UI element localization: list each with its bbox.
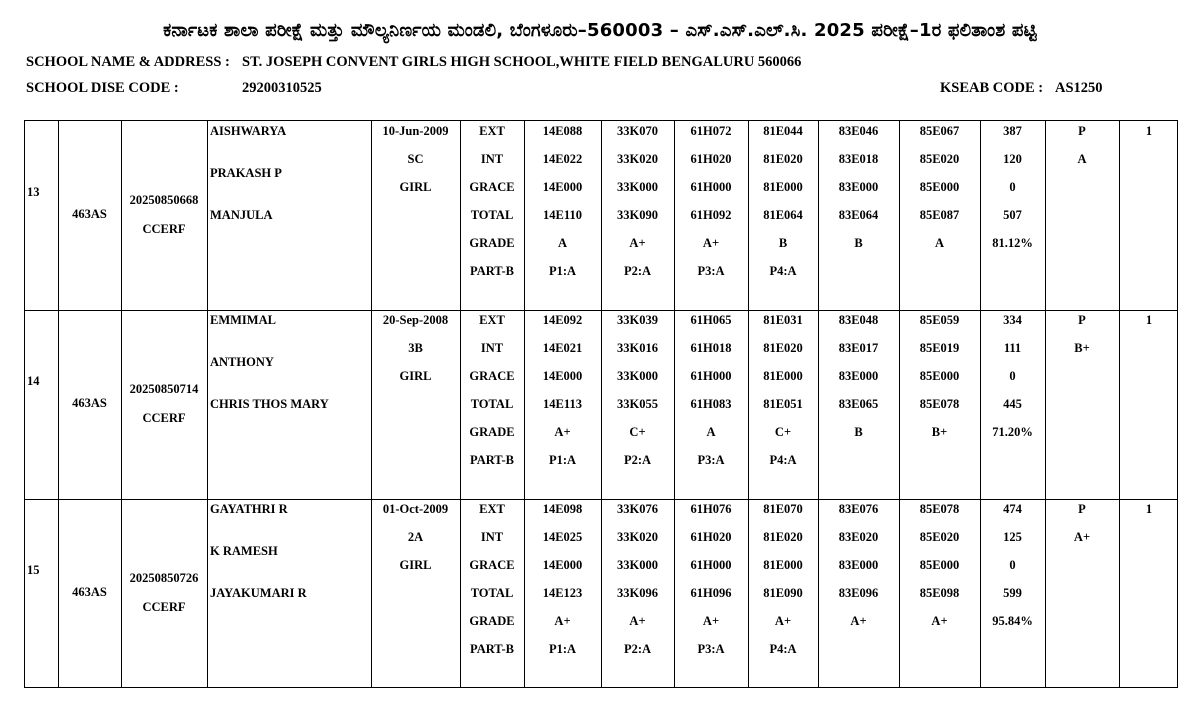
subject-mark: A+	[629, 236, 646, 250]
total-mark: 0	[1009, 180, 1016, 194]
subject-mark: P3:A	[697, 264, 725, 278]
subject-mark: B+	[931, 425, 948, 439]
subject-mark: A	[557, 236, 568, 250]
exam-center: 463AS	[72, 396, 107, 410]
subject-mark: 33K055	[617, 397, 658, 411]
mark-type-label: EXT	[479, 502, 505, 516]
subject-mark: 83E065	[838, 397, 879, 411]
subject-mark: 61H000	[690, 558, 732, 572]
subject-mark: P1:A	[548, 453, 577, 467]
subject-mark: A+	[931, 614, 948, 628]
subject-mark: A+	[702, 236, 720, 250]
page-title: ಕರ್ನಾಟಕ ಶಾಲಾ ಪರೀಕ್ಷೆ ಮತ್ತು ಮೌಲ್ಯನಿರ್ಣಯ ಮಂಡಲಿ, ಬೆಂಗಳೂರು–560003 – ಎಸ್.ಎಸ್.ಎಲ್.ಸಿ. 2025 ಪರೀಕ್ಷೆ–1ರ ಫಲಿತಾಂಶ ಪಟ್ಟಿ	[163, 20, 1037, 41]
kseab-code-value: AS1250	[1055, 80, 1103, 96]
mark-type-label: GRACE	[469, 369, 515, 383]
mark-type-label: INT	[480, 341, 504, 355]
subject-mark: 14E000	[542, 369, 583, 383]
subject-mark: 81E000	[763, 558, 803, 572]
subject-mark: 83E020	[838, 530, 879, 544]
subject-mark: 61H076	[690, 502, 732, 516]
subject-mark: 14E113	[543, 397, 582, 411]
subject-mark: 85E078	[919, 502, 960, 516]
subject-mark: 85E000	[919, 180, 960, 194]
total-mark: 125	[1003, 530, 1022, 544]
subject-mark: 85E087	[919, 208, 960, 222]
subject-mark: 83E018	[838, 152, 879, 166]
subject-mark: 85E000	[919, 558, 960, 572]
subject-mark: 33K070	[617, 124, 658, 138]
mark-type-label: GRACE	[469, 558, 515, 572]
subject-mark: P2:A	[623, 264, 652, 278]
category: SC	[407, 152, 424, 166]
total-mark: 95.84%	[992, 614, 1033, 628]
subject-mark: 81E090	[763, 586, 803, 600]
results-table	[24, 120, 1178, 688]
student-name-line: CHRIS THOS MARY	[210, 397, 329, 411]
subject-mark: C+	[774, 425, 792, 439]
subject-mark: 14E025	[542, 530, 583, 544]
subject-mark: 33K020	[617, 152, 658, 166]
student-name-line: GAYATHRI R	[210, 502, 288, 516]
kseab-code-label: KSEAB CODE :	[940, 80, 1044, 96]
mark-type-label: EXT	[479, 313, 505, 327]
subject-mark: 33K020	[617, 530, 658, 544]
mark-type-label: PART-B	[469, 642, 514, 656]
subject-mark: 83E000	[838, 180, 879, 194]
subject-mark: 33K016	[617, 341, 658, 355]
subject-mark: 81E020	[763, 341, 803, 355]
gender: GIRL	[399, 369, 432, 383]
subject-mark: P2:A	[623, 642, 652, 656]
scheme-code: CCERF	[142, 411, 186, 425]
subject-mark: 61H020	[690, 152, 732, 166]
total-mark: 507	[1003, 208, 1022, 222]
gender: GIRL	[399, 180, 432, 194]
subject-mark: A+	[850, 614, 867, 628]
result-status: P	[1078, 124, 1086, 138]
serial-number: 14	[27, 374, 40, 388]
subject-mark: 81E020	[763, 152, 803, 166]
subject-mark: 81E064	[763, 208, 803, 222]
student-name-line: EMMIMAL	[210, 313, 276, 327]
dise-code-value: 29200310525	[242, 80, 322, 96]
subject-mark: 85E067	[919, 124, 960, 138]
subject-mark: C+	[629, 425, 646, 439]
result-grade: B+	[1074, 341, 1090, 355]
scheme-code: CCERF	[142, 222, 186, 236]
subject-mark: P1:A	[548, 264, 577, 278]
subject-mark: 14E098	[542, 502, 583, 516]
subject-mark: 81E031	[763, 313, 803, 327]
total-mark: 334	[1003, 313, 1022, 327]
subject-mark: P4:A	[769, 453, 797, 467]
subject-mark: P4:A	[769, 642, 797, 656]
scheme-code: CCERF	[142, 600, 186, 614]
subject-mark: 83E046	[838, 124, 879, 138]
subject-mark: P1:A	[548, 642, 577, 656]
register-number: 20250850668	[129, 193, 199, 207]
subject-mark: A+	[774, 614, 792, 628]
subject-mark: A+	[629, 614, 646, 628]
subject-mark: 61H092	[690, 208, 732, 222]
subject-mark: 14E000	[542, 558, 583, 572]
register-number: 20250850726	[129, 571, 199, 585]
subject-mark: 61H000	[690, 369, 732, 383]
student-name-line: AISHWARYA	[210, 124, 287, 138]
result-status: P	[1078, 313, 1086, 327]
student-name-line: K RAMESH	[210, 544, 278, 558]
school-name-label: SCHOOL NAME & ADDRESS :	[26, 54, 230, 70]
mark-type-label: INT	[480, 530, 504, 544]
subject-mark: 14E088	[542, 124, 583, 138]
attempt-count: 1	[1145, 502, 1153, 516]
subject-mark: 33K000	[617, 180, 658, 194]
subject-mark: 83E048	[838, 313, 879, 327]
subject-mark: 61H072	[690, 124, 732, 138]
attempt-count: 1	[1145, 124, 1153, 138]
date-of-birth: 01-Oct-2009	[382, 502, 449, 516]
subject-mark: 14E092	[542, 313, 583, 327]
subject-mark: 81E000	[763, 369, 803, 383]
total-mark: 111	[1003, 341, 1022, 355]
subject-mark: 85E059	[919, 313, 960, 327]
category: 3B	[408, 341, 423, 355]
total-mark: 445	[1003, 397, 1022, 411]
subject-mark: 81E070	[763, 502, 803, 516]
subject-mark: P3:A	[697, 642, 725, 656]
subject-mark: 14E123	[542, 586, 583, 600]
student-record	[25, 121, 1179, 310]
subject-mark: 83E000	[838, 558, 879, 572]
mark-type-label: GRACE	[469, 180, 515, 194]
student-name-line: JAYAKUMARI R	[210, 586, 307, 600]
subject-mark: 81E000	[763, 180, 803, 194]
student-name-line: MANJULA	[210, 208, 273, 222]
subject-mark: B	[778, 236, 788, 250]
result-grade: A+	[1073, 530, 1091, 544]
subject-mark: 61H065	[690, 313, 732, 327]
serial-number: 15	[27, 563, 40, 577]
student-name-line: ANTHONY	[210, 355, 274, 369]
subject-mark: 14E000	[542, 180, 583, 194]
mark-type-label: TOTAL	[470, 208, 514, 222]
subject-mark: 83E017	[838, 341, 879, 355]
subject-mark: 33K000	[617, 369, 658, 383]
student-name-line: PRAKASH P	[210, 166, 282, 180]
subject-mark: A+	[554, 614, 571, 628]
subject-mark: 83E096	[838, 586, 879, 600]
mark-type-label: PART-B	[469, 453, 514, 467]
mark-type-label: EXT	[479, 124, 505, 138]
dise-code-label: SCHOOL DISE CODE :	[26, 80, 179, 96]
student-record	[25, 310, 1179, 499]
subject-mark: A+	[554, 425, 571, 439]
result-grade: A	[1077, 152, 1087, 166]
mark-type-label: TOTAL	[470, 586, 514, 600]
subject-mark: B	[854, 425, 863, 439]
total-mark: 0	[1009, 369, 1016, 383]
subject-mark: 85E019	[919, 341, 960, 355]
subject-mark: 61H000	[690, 180, 732, 194]
subject-mark: 33K096	[617, 586, 658, 600]
subject-mark: 33K090	[617, 208, 658, 222]
subject-mark: 33K000	[617, 558, 658, 572]
school-name-value: ST. JOSEPH CONVENT GIRLS HIGH SCHOOL,WHITE FIELD BENGALURU 560066	[242, 54, 802, 70]
total-mark: 599	[1003, 586, 1022, 600]
attempt-count: 1	[1145, 313, 1153, 327]
total-mark: 474	[1003, 502, 1022, 516]
subject-mark: 14E110	[543, 208, 582, 222]
result-status: P	[1078, 502, 1086, 516]
subject-mark: 85E020	[919, 152, 960, 166]
subject-mark: P2:A	[623, 453, 652, 467]
subject-mark: 85E000	[919, 369, 960, 383]
mark-type-label: PART-B	[469, 264, 514, 278]
subject-mark: 33K039	[617, 313, 658, 327]
exam-center: 463AS	[72, 585, 107, 599]
subject-mark: A+	[702, 614, 720, 628]
subject-mark: 61H020	[690, 530, 732, 544]
gender: GIRL	[399, 558, 432, 572]
subject-mark: 83E076	[838, 502, 879, 516]
subject-mark: 81E044	[763, 124, 803, 138]
subject-mark: P4:A	[769, 264, 797, 278]
subject-mark: 83E064	[838, 208, 879, 222]
student-record	[25, 499, 1179, 688]
date-of-birth: 10-Jun-2009	[382, 124, 449, 138]
total-mark: 0	[1009, 558, 1016, 572]
subject-mark: 33K076	[617, 502, 658, 516]
category: 2A	[407, 530, 424, 544]
register-number: 20250850714	[129, 382, 199, 396]
subject-mark: 81E020	[763, 530, 803, 544]
mark-type-label: TOTAL	[470, 397, 514, 411]
subject-mark: A	[934, 236, 945, 250]
subject-mark: 61H018	[690, 341, 732, 355]
mark-type-label: GRADE	[469, 425, 515, 439]
subject-mark: B	[854, 236, 863, 250]
mark-type-label: GRADE	[469, 614, 515, 628]
subject-mark: 81E051	[763, 397, 803, 411]
subject-mark: A	[706, 425, 716, 439]
subject-mark: 14E022	[542, 152, 583, 166]
total-mark: 81.12%	[992, 236, 1033, 250]
date-of-birth: 20-Sep-2008	[382, 313, 449, 327]
mark-type-label: INT	[480, 152, 504, 166]
exam-center: 463AS	[72, 207, 107, 221]
serial-number: 13	[27, 185, 40, 199]
mark-type-label: GRADE	[469, 236, 515, 250]
subject-mark: 14E021	[542, 341, 583, 355]
subject-mark: P3:A	[697, 453, 725, 467]
subject-mark: 61H083	[690, 397, 732, 411]
total-mark: 387	[1003, 124, 1022, 138]
total-mark: 120	[1003, 152, 1022, 166]
subject-mark: 85E020	[919, 530, 960, 544]
total-mark: 71.20%	[992, 425, 1033, 439]
subject-mark: 83E000	[838, 369, 879, 383]
subject-mark: 61H096	[690, 586, 732, 600]
subject-mark: 85E078	[919, 397, 960, 411]
subject-mark: 85E098	[919, 586, 960, 600]
